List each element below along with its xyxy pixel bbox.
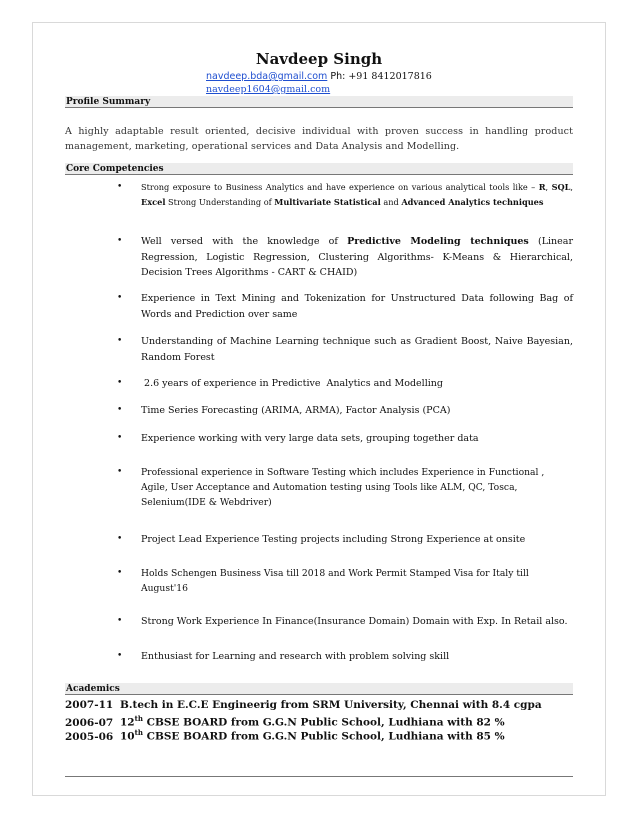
- list-item: • Project Lead Experience Testing projects including Strong Experience at onsite: [117, 532, 573, 548]
- list-item: • Experience in Text Mining and Tokenization for Unstructured Data following Bag of Words and Prediction over same: [117, 293, 573, 320]
- list-item: • Understanding of Machine Learning technique such as Gradient Boost, Naive Bayesian, Random Forest: [117, 336, 573, 363]
- academics-row: 2005-06 10th CBSE BOARD from G.G.N Public School, Ludhiana with 85 %: [65, 728, 505, 743]
- list-item: • Time Series Forecasting (ARIMA, ARMA), Factor Analysis (PCA): [117, 403, 573, 419]
- bullet-icon: •: [117, 568, 123, 578]
- bullet-icon: •: [117, 293, 123, 303]
- list-item: • Professional experience in Software Testing which includes Experience in Functional , Agile, User Acceptance and Automation testing using Tools like ALM, QC, Tosca, Selenium(IDE & Webdriver): [117, 467, 545, 508]
- list-item: • Experience working with very large data sets, grouping together data: [117, 431, 573, 447]
- bullet-icon: •: [117, 236, 123, 246]
- list-item: • Enthusiast for Learning and research with problem solving skill: [117, 649, 573, 665]
- list-item: • Strong Work Experience In Finance(Insurance Domain) Domain with Exp. In Retail also.: [117, 614, 573, 630]
- bullet-icon: •: [117, 378, 123, 388]
- academics-detail: CBSE BOARD from G.G.N Public School, Ludhiana with 85 %: [142, 730, 505, 743]
- profile-summary-heading: Profile Summary: [65, 96, 573, 108]
- list-item: • Holds Schengen Business Visa till 2018 and Work Permit Stamped Visa for Italy till August'16: [117, 568, 529, 594]
- bullet-icon: •: [117, 616, 123, 626]
- bullet-icon: •: [117, 182, 123, 192]
- list-item: • 2.6 years of experience in Predictive Analytics and Modelling: [117, 376, 573, 392]
- bullet-icon: •: [117, 534, 123, 544]
- bullet-icon: •: [117, 467, 123, 477]
- email-link-primary[interactable]: navdeep.bda@gmail.com: [206, 71, 328, 82]
- phone-number: +91 8412017816: [348, 71, 432, 82]
- academics-detail: B.tech in E.C.E Engineerig from SRM University, Chennai with 8.4 cgpa: [120, 699, 542, 711]
- list-item: • Strong exposure to Business Analytics and have experience on various analytical tools like – R, SQL, Excel Strong Understanding of Multivariate Statistical and Advanced Analytics techniques: [117, 182, 573, 207]
- academics-row: [65, 699, 542, 711]
- profile-summary-text: A highly adaptable result oriented, decisive individual with proven success in handling product management, marketing, operational services and Data Analysis and Modelling.: [65, 126, 573, 152]
- academics-heading: Academics: [65, 683, 573, 695]
- candidate-name: Navdeep Singh: [255, 50, 383, 68]
- bullet-icon: •: [117, 433, 123, 443]
- academics-detail: CBSE BOARD from G.G.N Public School, Ludhiana with 82 %: [142, 716, 505, 729]
- academics-year: 2006-07: [65, 716, 114, 729]
- contact-line: [206, 71, 432, 82]
- core-competencies-heading: Core Competencies: [65, 163, 573, 175]
- academics-year: 2005-06: [65, 730, 114, 743]
- footer-divider: [65, 776, 573, 777]
- bullet-icon: •: [117, 336, 123, 346]
- bullet-icon: •: [117, 405, 123, 415]
- academics-year: 2007-11: [65, 699, 114, 711]
- academics-row: 2006-07 12th CBSE BOARD from G.G.N Public School, Ludhiana with 82 %: [65, 714, 505, 729]
- list-item: • Well versed with the knowledge of Predictive Modeling techniques (Linear Regression, Logistic Regression, Clustering Algorithms- K-Means & Hierarchical, Decision Trees Algorithms - CART & CHAID): [117, 236, 573, 278]
- phone-label: Ph:: [330, 71, 346, 82]
- email-link-secondary[interactable]: navdeep1604@gmail.com: [206, 84, 331, 95]
- bullet-icon: •: [117, 651, 123, 661]
